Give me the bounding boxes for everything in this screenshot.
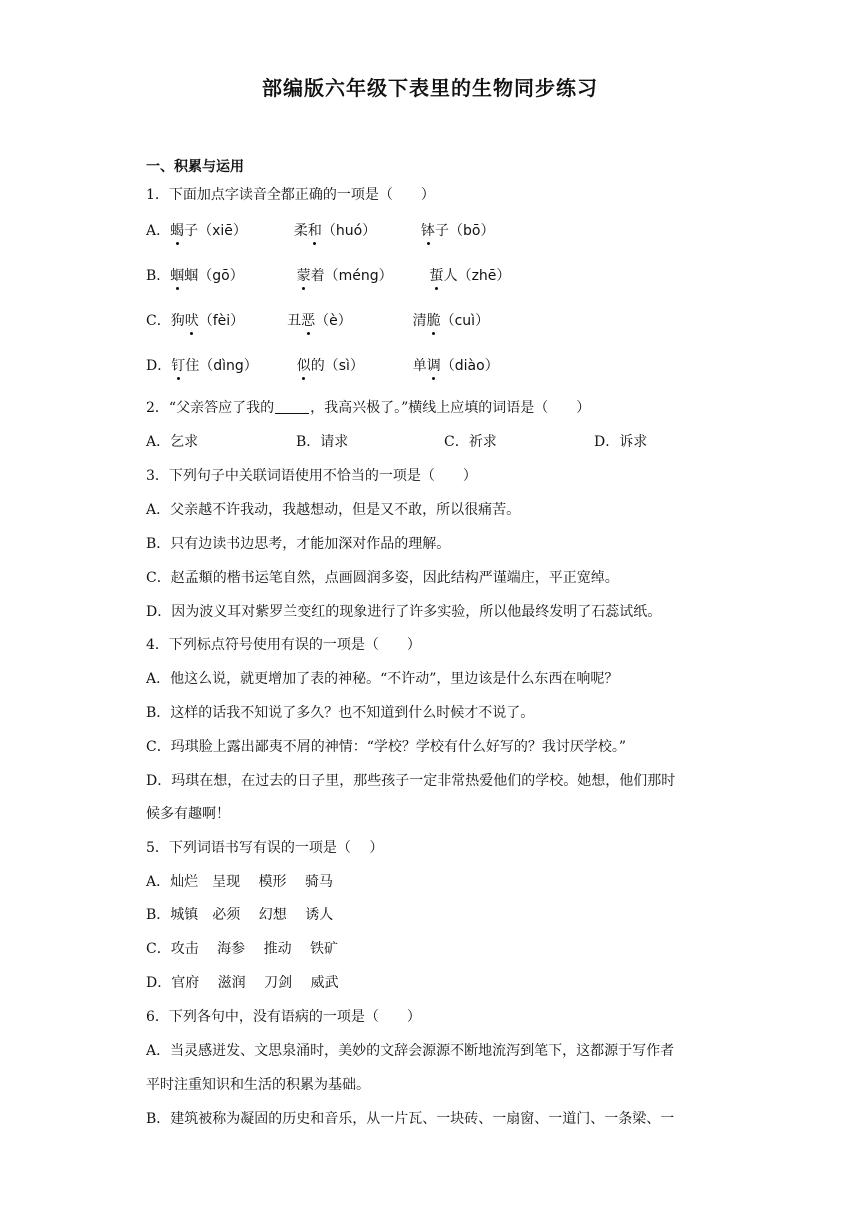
question-3-option-b: B．只有边读书边思考，才能加深对作品的理解。 [146,536,451,552]
question-3-option-d: D．因为波义耳对紫罗兰变红的现象进行了许多实验，所以他最终发明了石蕊试纸。 [146,604,662,620]
pinyin: dìng [213,358,244,374]
question-1-option-a: A．蝎子（xiē） 柔和（huó） 钵子（bō） [146,223,495,239]
question-2-option-b: B．请求 [296,434,349,450]
question-4-stem: 4．下列标点符号使用有误的一项是（ ） [146,637,421,653]
dotted-char: 蒙 [296,268,311,284]
section-heading: 一、积累与运用 [146,159,244,175]
question-2-options [146,432,647,452]
question-5-option-d: D．官府 滋润 刀剑 威武 [146,975,339,991]
question-6-stem: 6．下列各句中，没有语病的一项是（ ） [146,1009,421,1025]
dotted-char: 钉 [171,358,186,374]
question-4-option-d-continued: 候多有趣啊！ [146,806,230,822]
question-4-option-c: C．玛琪脸上露出鄙夷不屑的神情：“学校？学校有什么好写的？我讨厌学校。” [146,739,627,755]
dotted-char: 脆 [426,313,441,329]
question-3-stem: 3．下列句子中关联词语使用不恰当的一项是（ ） [146,468,477,484]
question-3-option-c: C．赵孟頫的楷书运笔自然，点画圆润多姿，因此结构严谨端庄，平正宽绰。 [146,570,619,586]
pinyin: fèi [212,313,231,329]
dotted-char: 吠 [184,313,199,329]
question-4-option-b: B．这样的话我不知说了多久？也不知道到什么时候才不说了。 [146,705,535,721]
page-title: 部编版六年级下表里的生物同步练习 [262,76,598,100]
pinyin: zhē [471,268,497,284]
dotted-char: 似 [296,358,311,374]
question-1-option-b: B．蝈蝈（gō） 蒙着（méng） 蜇人（zhē） [146,268,511,284]
question-3-option-a: A．父亲越不许我动，我越想动，但是又不敢，所以很痛苦。 [146,502,521,518]
question-1-option-d: D．钉住（dìng） 似的（sì） 单调（diào） [146,358,499,374]
pinyin: bō [463,223,481,239]
question-2-option-d: D．诉求 [594,434,648,450]
dotted-char: 蝈 [170,268,185,284]
question-4-option-a: A．他这么说，就更增加了表的神秘。“不许动”，里边该是什么东西在响呢？ [146,671,619,687]
dotted-char: 和 [307,223,322,239]
question-2-stem: 2．“父亲答应了我的 ，我高兴极了。”横线上应填的词语是（ ） [146,400,591,416]
question-4-option-d: D．玛琪在想，在过去的日子里，那些孩子一定非常热爱他们的学校。她想，他们那时 [146,773,676,789]
question-5-option-c: C．攻击 海参 推动 铁矿 [146,941,339,957]
question-1-option-c: C．狗吠（fèi） 丑恶（è） 清脆（cuì） [146,313,490,329]
pinyin: huó [335,223,363,239]
dotted-char: 调 [426,358,441,374]
question-5-option-a: A．灿烂 呈现 模形 骑马 [146,874,334,890]
question-6-option-b: B．建筑被称为凝固的历史和音乐，从一片瓦、一块砖、一扇窗、一道门、一条梁、一 [146,1111,675,1127]
question-6-option-a: A．当灵感迸发、文思泉涌时，美妙的文辞会源源不断地流泻到笔下，这都源于写作者 [146,1043,675,1059]
pinyin: gō [212,268,230,284]
question-2-option-a: A．乞求 [146,434,199,450]
question-2-option-c: C．祈求 [444,434,497,450]
pinyin: cuì [454,313,476,329]
dotted-char: 蜇 [429,268,444,284]
pinyin: diào [454,358,485,374]
question-1-stem: 1．下面加点字读音全都正确的一项是（ ） [146,187,435,203]
pinyin: xiē [212,223,233,239]
pinyin: méng [338,268,379,284]
fill-blank-line [275,399,309,414]
question-6-option-a-continued: 平时注重知识和生活的积累为基础。 [146,1077,370,1093]
pinyin: sì [338,358,350,374]
pinyin: è [329,313,338,329]
dotted-char: 蝎 [170,223,185,239]
question-5-option-b: B．城镇 必须 幻想 诱人 [146,907,334,923]
dotted-char: 恶 [301,313,316,329]
question-5-stem: 5．下列词语书写有误的一项是（ ） [146,840,384,856]
dotted-char: 钵 [421,223,436,239]
